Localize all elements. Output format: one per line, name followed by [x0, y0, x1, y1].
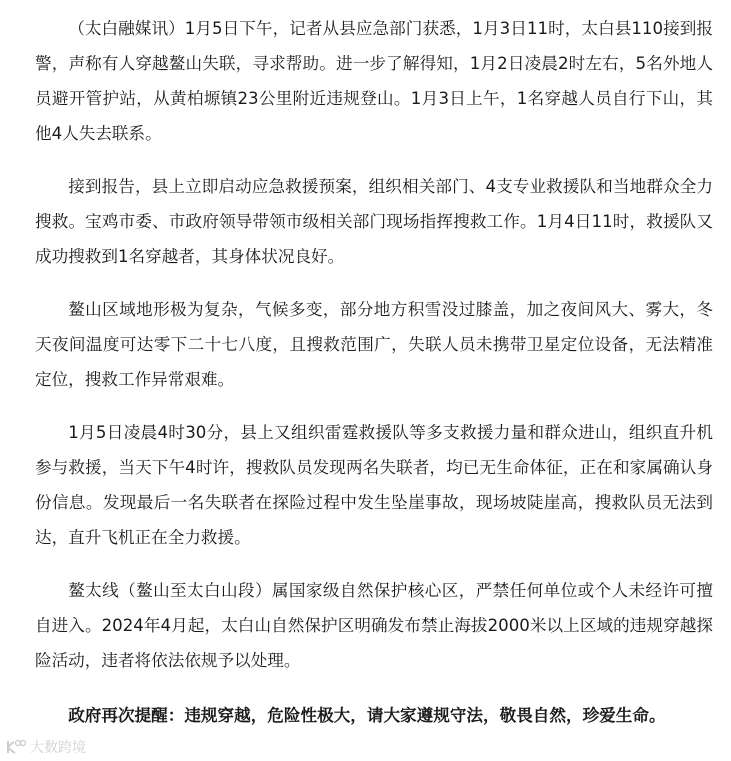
brand-logo-icon: [6, 739, 26, 755]
watermark: [6, 737, 86, 757]
paragraph-rescue-response: 接到报告，县上立即启动应急救援预案，组织相关部门、4支专业救援队和当地群众全力搜救。宝鸡市委、市政府领导带领市级相关部门现场指挥搜救工作。1月4日11时，救援队又成功搜救到1名穿越者，其身体状况良好。: [35, 177, 713, 266]
article-body: [35, 11, 713, 751]
paragraph-terrain: 鳌山区域地形极为复杂，气候多变，部分地方积雪没过膝盖，加之夜间风大、雾大，冬天夜间温度可达零下二十七八度，且搜救范围广，失联人员未携带卫星定位设备，无法精准定位，搜救工作异常艰难。: [35, 300, 713, 389]
government-reminder: 政府再次提醒：违规穿越，危险性极大，请大家遵规守法，敬畏自然，珍爱生命。: [68, 706, 666, 725]
watermark-text: 大数跨境: [30, 740, 86, 756]
paragraph-regulation: 鳌太线（鳌山至太白山段）属国家级自然保护核心区，严禁任何单位或个人未经许可擅自进入。2024年4月起，太白山自然保护区明确发布禁止海拔2000米以上区域的违规穿越探险活动，违者将依法依规予以处理。: [35, 581, 713, 670]
paragraph-intro: （太白融媒讯）1月5日下午，记者从县应急部门获悉，1月3日11时，太白县110接到报警，声称有人穿越鳌山失联，寻求帮助。进一步了解得知，1月2日凌晨2时左右，5名外地人员避开管护站，从黄柏塬镇23公里附近违规登山。1月3日上午，1名穿越人员自行下山，其他4人失去联系。: [35, 19, 713, 143]
paragraph-search-progress: 1月5日凌晨4时30分，县上又组织雷霆救援队等多支救援力量和群众进山，组织直升机参与救援，当天下午4时许，搜救队员发现两名失联者，均已无生命体征，正在和家属确认身份信息。发现最后一名失联者在探险过程中发生坠崖事故，现场坡陡崖高，搜救队员无法到达，直升飞机正在全力救援。: [35, 423, 713, 547]
